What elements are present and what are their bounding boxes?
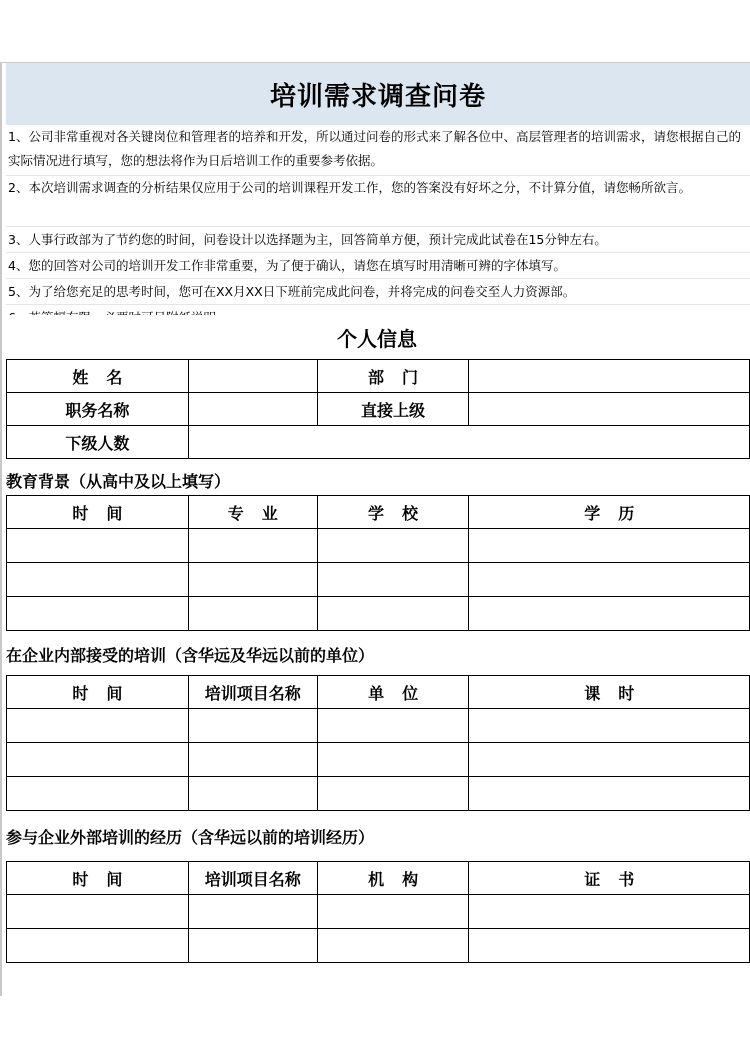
table-cell[interactable] (188, 529, 317, 563)
internal-training-heading: 在企业内部接受的培训（含华远及华远以前的单位） (6, 646, 375, 665)
table-row (7, 597, 750, 631)
dept-input[interactable] (469, 360, 750, 393)
dept-label: 部门 (317, 360, 469, 393)
table-cell[interactable] (469, 597, 750, 631)
education-heading: 教育背景（从高中及以上填写） (6, 472, 231, 491)
ext-col-project: 培训项目名称 (188, 862, 317, 895)
int-col-unit: 单位 (317, 676, 469, 709)
intro-note-1: 1、公司非常重视对各关键岗位和管理者的培养和开发，所以通过问卷的形式来了解各位中、高层管理者的培训需求，请您根据自己的实际情况进行填写，您的想法将作为日后培训工作的重要参考依据。 (6, 125, 750, 176)
edu-col-school: 学校 (317, 496, 469, 529)
supervisor-input[interactable] (469, 393, 750, 426)
external-training-table (6, 861, 750, 963)
table-cell[interactable] (317, 929, 469, 963)
internal-training-table (6, 675, 750, 811)
table-cell[interactable] (317, 743, 469, 777)
table-cell[interactable] (188, 895, 317, 929)
position-input[interactable] (188, 393, 317, 426)
table-cell[interactable] (7, 563, 189, 597)
int-col-project: 培训项目名称 (188, 676, 317, 709)
table-cell[interactable] (317, 709, 469, 743)
edu-col-major: 专业 (188, 496, 317, 529)
personal-info-table (6, 359, 750, 459)
table-cell[interactable] (7, 929, 189, 963)
table-row (7, 709, 750, 743)
ext-col-institution: 机构 (317, 862, 469, 895)
intro-note-4: 4、您的回答对公司的培训开发工作非常重要，为了便于确认，请您在填写时用清晰可辨的字体填写。 (6, 253, 750, 279)
intro-note-3: 3、人事行政部为了节约您的时间，问卷设计以选择题为主，回答简单方便，预计完成此试卷在15分钟左右。 (6, 227, 750, 253)
table-cell[interactable] (469, 709, 750, 743)
table-cell[interactable] (469, 563, 750, 597)
table-row (7, 529, 750, 563)
position-label: 职务名称 (7, 393, 189, 426)
table-cell[interactable] (317, 597, 469, 631)
table-cell[interactable] (7, 529, 189, 563)
survey-sheet (0, 62, 750, 996)
supervisor-label: 直接上级 (317, 393, 469, 426)
table-cell[interactable] (188, 777, 317, 811)
table-row (7, 563, 750, 597)
table-cell[interactable] (188, 597, 317, 631)
table-cell[interactable] (7, 743, 189, 777)
intro-note-5: 5、为了给您充足的思考时间，您可在XX月XX日下班前完成此问卷，并将完成的问卷交至人力资源部。 (6, 279, 750, 305)
table-row (7, 777, 750, 811)
table-cell[interactable] (188, 563, 317, 597)
ext-col-certificate: 证书 (469, 862, 750, 895)
table-cell[interactable] (469, 895, 750, 929)
subordinates-input[interactable] (188, 426, 749, 459)
external-training-heading: 参与企业外部培训的经历（含华远以前的培训经历） (6, 828, 375, 847)
table-cell[interactable] (7, 597, 189, 631)
edu-col-time: 时间 (7, 496, 189, 529)
education-table (6, 495, 750, 631)
table-cell[interactable] (188, 929, 317, 963)
table-cell[interactable] (317, 777, 469, 811)
table-cell[interactable] (7, 895, 189, 929)
int-col-time: 时间 (7, 676, 189, 709)
table-row (7, 895, 750, 929)
table-row (7, 929, 750, 963)
int-col-hours: 课时 (469, 676, 750, 709)
table-cell[interactable] (317, 563, 469, 597)
subordinates-label: 下级人数 (7, 426, 189, 459)
table-row (7, 743, 750, 777)
intro-note-2: 2、本次培训需求调查的分析结果仅应用于公司的培训课程开发工作，您的答案没有好坏之分，不计算分值，请您畅所欲言。 (6, 176, 750, 227)
name-label: 姓名 (7, 360, 189, 393)
table-cell[interactable] (188, 709, 317, 743)
intro-notes (6, 125, 750, 331)
table-cell[interactable] (469, 743, 750, 777)
name-input[interactable] (188, 360, 317, 393)
table-cell[interactable] (317, 529, 469, 563)
personal-info-heading: 个人信息 (2, 315, 750, 359)
ext-col-time: 时间 (7, 862, 189, 895)
table-cell[interactable] (469, 929, 750, 963)
table-cell[interactable] (7, 777, 189, 811)
table-cell[interactable] (469, 777, 750, 811)
table-cell[interactable] (7, 709, 189, 743)
table-cell[interactable] (469, 529, 750, 563)
table-cell[interactable] (188, 743, 317, 777)
survey-title: 培训需求调查问卷 (6, 63, 750, 125)
table-cell[interactable] (317, 895, 469, 929)
edu-col-degree: 学历 (469, 496, 750, 529)
